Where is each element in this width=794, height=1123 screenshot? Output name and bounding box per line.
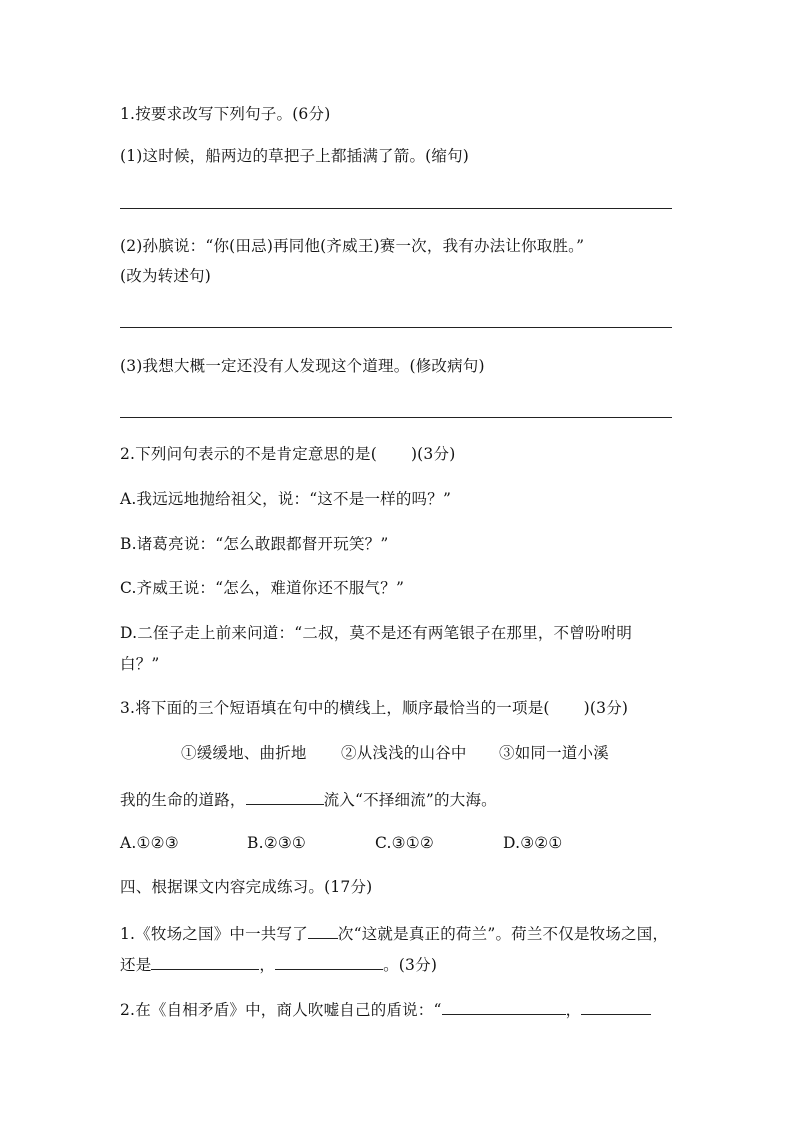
q3-title-pre: 3.将下面的三个短语填在句中的横线上，顺序最恰当的一项是( <box>120 699 550 717</box>
q3-option-b: B.②③① <box>247 834 307 852</box>
q1-sub3: (3)我想大概一定还没有人发现这个道理。(修改病句) <box>120 357 485 375</box>
section4-q1-pre: 1.《牧场之国》中一共写了 <box>120 925 308 943</box>
q3-phrase-3: ③如同一道小溪 <box>499 744 609 762</box>
q3-sentence-blank[interactable] <box>246 788 324 805</box>
answer-line-3[interactable] <box>120 417 672 418</box>
q3-option-d: D.③②① <box>503 834 563 852</box>
section4-q1-line2-post: 。(3分) <box>383 956 438 974</box>
section4-q1-mid: 次“这就是真正的荷兰”。荷兰不仅是牧场之国， <box>337 925 669 943</box>
q1-title: 1.按要求改写下列句子。(6分) <box>120 105 331 123</box>
section4-q1-line2-comma: ， <box>259 956 276 974</box>
q2-title <box>120 444 455 464</box>
q3-phrase-1: ①缓缓地、曲折地 <box>181 744 307 762</box>
answer-line-1[interactable] <box>120 208 672 209</box>
q3-sentence-post: 流入“不择细流”的大海。 <box>323 791 497 809</box>
section4-q2-pre: 2.在《自相矛盾》中，商人吹嘘自己的盾说：“ <box>120 1001 442 1019</box>
q1-sub2-line2: (改为转述句) <box>120 267 211 285</box>
section4-q2-line1 <box>120 998 651 1020</box>
section4-q1-line1 <box>120 922 668 944</box>
section4-q1-count-blank[interactable] <box>308 922 338 939</box>
q1-sub2-line1: (2)孙膑说：“你(田忌)再同他(齐威王)赛一次，我有办法让你取胜。” <box>120 237 585 255</box>
answer-line-2[interactable] <box>120 327 672 328</box>
section4-q1-blank-a[interactable] <box>151 953 259 970</box>
section4-q2-comma: ， <box>565 1001 582 1019</box>
q3-option-c: C.③①② <box>375 834 434 852</box>
section4-q2-blank-b[interactable] <box>581 998 651 1015</box>
q2-title-post: )(3分) <box>410 445 456 463</box>
q3-title-post: )(3分) <box>583 699 629 717</box>
q3-option-a: A.①②③ <box>120 834 179 852</box>
q3-sentence <box>120 788 497 810</box>
section4-q1-line2 <box>120 953 437 975</box>
q2-option-d-line1: D.二侄子走上前来问道：“二叔，莫不是还有两笔银子在那里，不曾吩咐明 <box>120 624 633 642</box>
section4-title: 四、根据课文内容完成练习。(17分) <box>120 878 373 896</box>
q2-option-d-line2: 白？” <box>120 655 160 673</box>
section4-q1-blank-b[interactable] <box>275 953 383 970</box>
q3-sentence-pre: 我的生命的道路， <box>120 791 246 809</box>
q3-phrase-2: ②从浅浅的山谷中 <box>341 744 467 762</box>
q2-title-pre: 2.下列问句表示的不是肯定意思的是( <box>120 445 377 463</box>
q2-option-c: C.齐威王说：“怎么，难道你还不服气？” <box>120 579 405 597</box>
q1-sub1: (1)这时候，船两边的草把子上都插满了箭。(缩句) <box>120 147 470 165</box>
section4-q2-blank-a[interactable] <box>442 998 566 1015</box>
q2-option-b: B.诸葛亮说：“怎么敢跟都督开玩笑？” <box>120 535 389 553</box>
section4-q1-line2-pre: 还是 <box>120 956 152 974</box>
q2-option-a: A.我远远地抛给祖父，说：“这不是一样的吗？” <box>120 490 452 508</box>
q3-title <box>120 698 628 718</box>
